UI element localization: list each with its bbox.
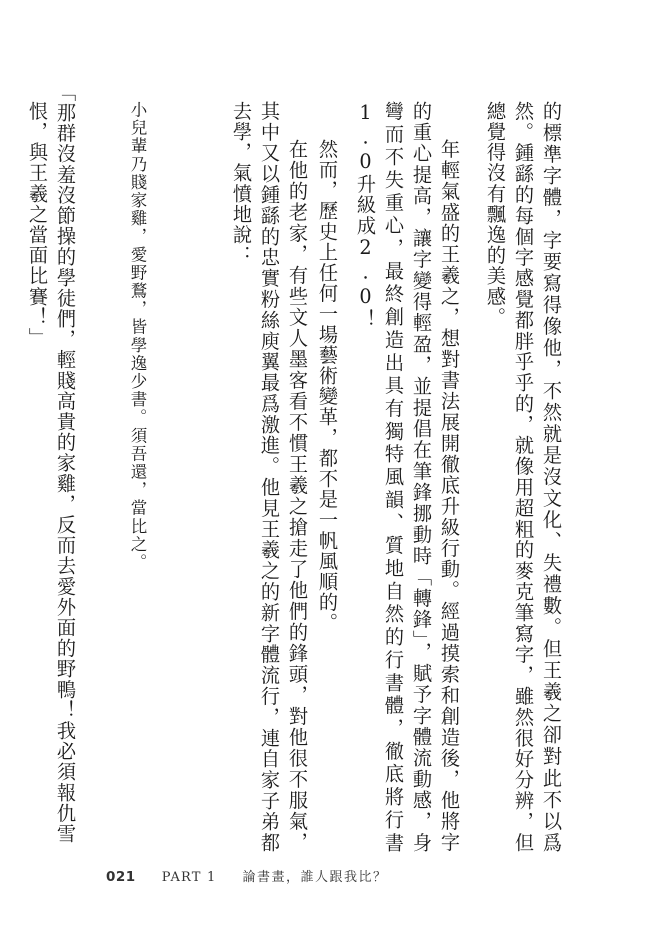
vertical-text-block: [23, 81, 565, 853]
classical-quote: 小兒輩乃賤家雞，愛野鶩，皆學逸少書。須吾還，當比之。: [128, 101, 147, 572]
paragraph-history: 然而，歷史上任何一場藝術變革，都不是一帆風順的。: [316, 139, 339, 634]
paragraph-reform: 年輕氣盛的王羲之，想對書法展開徹底升級行動。經過摸索和創造後，他將字的重心提高，讓字變得輕盈，並提倡在筆鋒挪動時「轉鋒」，賦予字體流動感，身彎而不失重心，最終創造出具有獨特風韻、質地自然的行書體，徹底將行書1.0升級成2.0！: [354, 101, 461, 853]
part-label: PART 1: [161, 870, 217, 885]
modern-quote-line-2: 恨，與王羲之當面比賽！」: [26, 101, 49, 349]
paragraph-rival: 在他的老家，有些文人墨客看不慣王羲之搶走了他們的鋒頭，對他很不服氣，其中又以鍾繇的忠實粉絲庾翼最爲激進。他見王羲之的新字體流行，連自家子弟都去學，氣憤地說：: [230, 101, 309, 853]
page-number: 021: [106, 869, 136, 885]
paragraph-standard-script: 的標準字體，字要寫得像他，不然就是沒文化、失禮數。但王羲之卻對此不以爲然。鍾繇的每個字感覺都胖乎乎的，就像用超粗的麥克筆寫字，雖然很好分辨，但總覺得沒有飄逸的美感。: [484, 101, 563, 853]
modern-translation-quote: [23, 81, 107, 853]
page-footer: [106, 866, 387, 885]
chapter-title: 論書畫，誰人跟我比？: [242, 870, 388, 885]
modern-quote-line-1: 「那群沒羞沒節操的學徒們，輕賤高貴的家雞，反而去愛外面的野鴨！我必須報仇雪: [54, 81, 77, 845]
